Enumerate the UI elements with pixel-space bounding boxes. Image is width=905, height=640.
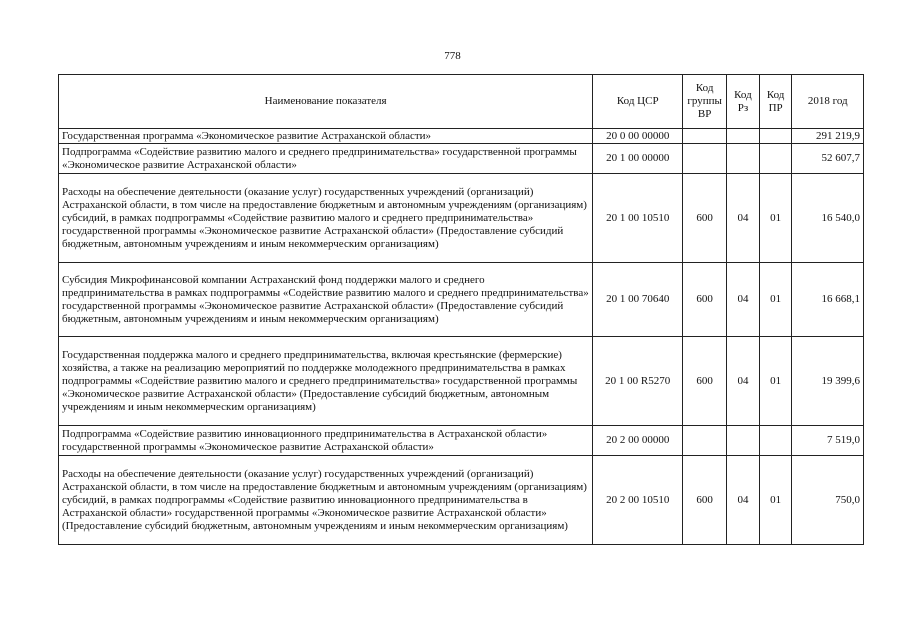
row-amount: 16 668,1 — [792, 263, 864, 337]
row-pr — [759, 426, 792, 456]
row-name: Подпрограмма «Содействие развитию инновационного предпринимательства в Астраханской области» государственной программы «Экономическое развитие Астраханской области» — [59, 426, 593, 456]
row-vr: 600 — [683, 337, 727, 426]
row-pr — [759, 129, 792, 144]
row-rz — [727, 129, 760, 144]
table-header-row — [59, 75, 864, 129]
row-vr — [683, 129, 727, 144]
row-csr: 20 1 00 00000 — [593, 144, 683, 174]
row-name: Подпрограмма «Содействие развитию малого и среднего предпринимательства» государственной программы «Экономическое развитие Астраханской области» — [59, 144, 593, 174]
row-amount: 16 540,0 — [792, 174, 864, 263]
table-row — [59, 337, 864, 426]
row-rz: 04 — [727, 456, 760, 545]
row-pr — [759, 144, 792, 174]
row-csr: 20 0 00 00000 — [593, 129, 683, 144]
row-name: Государственная программа «Экономическое развитие Астраханской области» — [59, 129, 593, 144]
row-name: Субсидия Микрофинансовой компании Астраханский фонд поддержки малого и среднего предпринимательства в рамках подпрограммы «Содействие развитию малого и среднего предпринимательства» государственной программы «Экономическое развитие Астраханской области» (Предоставление субсидий бюджетным, автономным учреждениям и иным некоммерческим организациям) — [59, 263, 593, 337]
row-csr: 20 1 00 10510 — [593, 174, 683, 263]
row-csr: 20 1 00 70640 — [593, 263, 683, 337]
row-pr: 01 — [759, 174, 792, 263]
row-amount: 7 519,0 — [792, 426, 864, 456]
header-year: 2018 год — [792, 75, 864, 129]
table-row — [59, 426, 864, 456]
row-csr: 20 2 00 10510 — [593, 456, 683, 545]
row-rz: 04 — [727, 337, 760, 426]
row-vr: 600 — [683, 263, 727, 337]
row-csr: 20 2 00 00000 — [593, 426, 683, 456]
row-rz: 04 — [727, 174, 760, 263]
row-rz: 04 — [727, 263, 760, 337]
row-pr: 01 — [759, 337, 792, 426]
row-pr: 01 — [759, 263, 792, 337]
header-rz: Код Рз — [727, 75, 760, 129]
row-name: Расходы на обеспечение деятельности (оказание услуг) государственных учреждений (организаций) Астраханской области, в том числе на предоставление бюджетным и автономным учреждениям (организациям) субсидий, в рамках подпрограммы «Содействие развитию малого и среднего предпринимательства» государственной программы «Экономическое развитие Астраханской области» (Предоставление субсидий бюджетным, автономным учреждениям и иным некоммерческим организациям) — [59, 174, 593, 263]
row-vr — [683, 426, 727, 456]
row-csr: 20 1 00 R5270 — [593, 337, 683, 426]
row-amount: 291 219,9 — [792, 129, 864, 144]
row-vr: 600 — [683, 174, 727, 263]
row-name: Государственная поддержка малого и среднего предпринимательства, включая крестьянские (фермерские) хозяйства, а также на реализацию мероприятий по поддержке молодежного предпринимательства в рамках подпрограммы «Содействие развитию малого и среднего предпринимательства» государственной программы «Экономическое развитие Астраханской области» (Предоставление субсидий бюджетным, автономным учреждениям и иным некоммерческим организациям) — [59, 337, 593, 426]
header-name: Наименование показателя — [59, 75, 593, 129]
row-rz — [727, 426, 760, 456]
budget-table — [58, 74, 864, 545]
table-row — [59, 456, 864, 545]
row-rz — [727, 144, 760, 174]
header-vr: Код группы ВР — [683, 75, 727, 129]
header-pr: Код ПР — [759, 75, 792, 129]
row-vr — [683, 144, 727, 174]
table-row — [59, 129, 864, 144]
row-vr: 600 — [683, 456, 727, 545]
row-pr: 01 — [759, 456, 792, 545]
row-name: Расходы на обеспечение деятельности (оказание услуг) государственных учреждений (организаций) Астраханской области, в том числе на предоставление бюджетным и автономным учреждениям (организациям) субсидий, в рамках подпрограммы «Содействие развитию инновационного предпринимательства в Астраханской области» государственной программы «Экономическое развитие Астраханской области» (Предоставление субсидий бюджетным, автономным учреждениям и иным некоммерческим организациям) — [59, 456, 593, 545]
row-amount: 19 399,6 — [792, 337, 864, 426]
table-row — [59, 174, 864, 263]
row-amount: 750,0 — [792, 456, 864, 545]
table-row — [59, 144, 864, 174]
table-row — [59, 263, 864, 337]
page-number: 778 — [444, 50, 461, 62]
header-csr: Код ЦСР — [593, 75, 683, 129]
row-amount: 52 607,7 — [792, 144, 864, 174]
